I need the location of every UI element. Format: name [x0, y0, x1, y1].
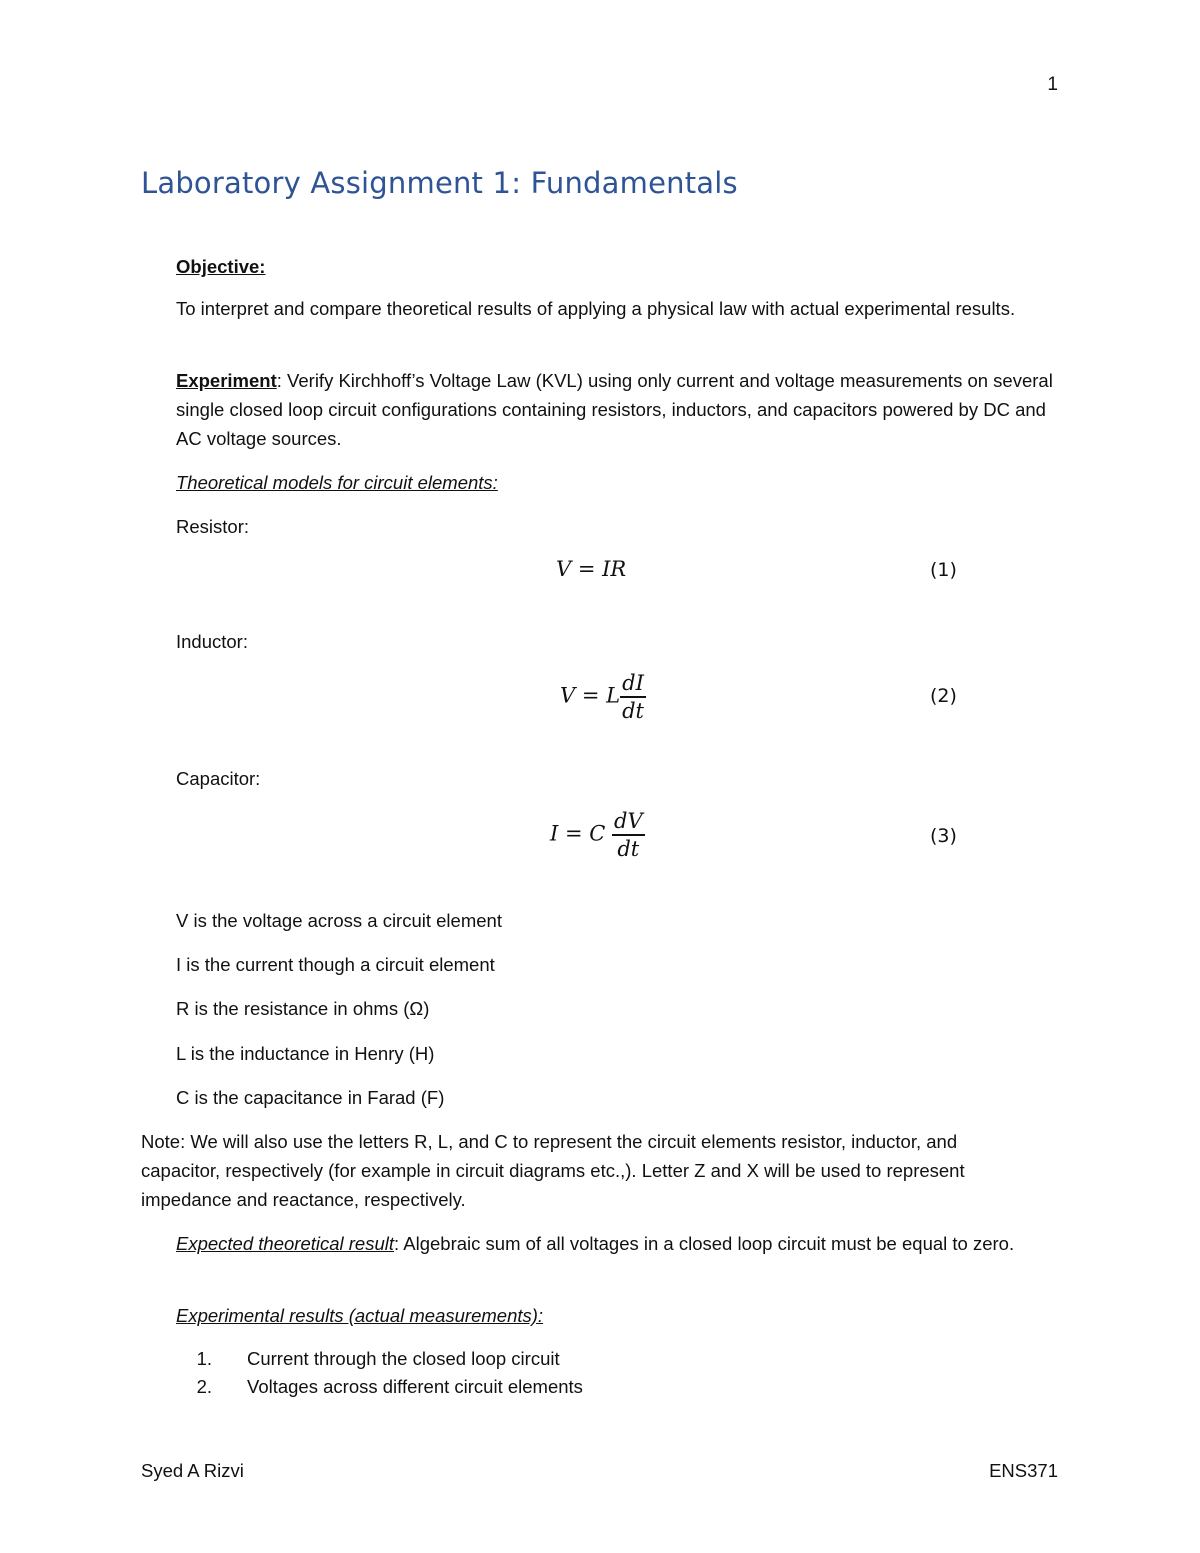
- definition-voltage: V is the voltage across a circuit element: [176, 910, 502, 931]
- models-heading: Theoretical models for circuit elements:: [176, 472, 498, 493]
- objective-heading: Objective:: [176, 256, 266, 277]
- list-item-text: Voltages across different circuit elements: [247, 1376, 583, 1397]
- expected-result-label: Expected theoretical result: [176, 1233, 395, 1254]
- footer-course: ENS371: [989, 1460, 1058, 1481]
- expected-result-text: : Algebraic sum of all voltages in a closed loop circuit must be equal to zero.: [394, 1233, 1015, 1254]
- list-item: [176, 1345, 583, 1373]
- experiment-paragraph: [176, 366, 1056, 453]
- page-number: 1: [1047, 74, 1058, 95]
- definition-resistance: R is the resistance in ohms (Ω): [176, 998, 430, 1019]
- experiment-label: Experiment: [176, 370, 277, 391]
- inductor-equation-lhs: V = L: [560, 683, 621, 708]
- capacitor-equation: [550, 808, 645, 862]
- measurements-list: [176, 1345, 583, 1401]
- definition-capacitance: C is the capacitance in Farad (F): [176, 1087, 445, 1108]
- note-paragraph: Note: We will also use the letters R, L, and C to represent the circuit elements resistor, inductor, and capacitor, respectively (for example in circuit diagrams etc.,). Letter Z and X will be used to represent impedance and reactance, respectively.: [141, 1131, 965, 1210]
- equation-number-3: (3): [930, 825, 957, 847]
- objective-text: To interpret and compare theoretical results of applying a physical law with actual experimental results.: [176, 298, 1016, 319]
- capacitor-denominator: dt: [617, 837, 640, 861]
- list-item-number: 1.: [196, 1348, 212, 1369]
- inductor-fraction: [620, 670, 646, 724]
- list-item-text: Current through the closed loop circuit: [247, 1348, 560, 1369]
- list-item-number: 2.: [196, 1376, 212, 1397]
- expected-result-paragraph: [176, 1229, 1036, 1258]
- inductor-equation: [560, 670, 646, 724]
- footer-author: Syed A Rizvi: [141, 1460, 244, 1481]
- capacitor-label: Capacitor:: [176, 768, 261, 789]
- inductor-label: Inductor:: [176, 631, 248, 652]
- list-item: [176, 1373, 583, 1401]
- resistor-label: Resistor:: [176, 516, 249, 537]
- experiment-text: : Verify Kirchhoff’s Voltage Law (KVL) using only current and voltage measurements on several single closed loop circuit configurations containing resistors, inductors, and capacitors powered by DC and AC voltage sources.: [176, 370, 1053, 449]
- document-title: Laboratory Assignment 1: Fundamentals: [141, 166, 738, 200]
- definition-current: I is the current though a circuit element: [176, 954, 495, 975]
- equation-number-1: (1): [930, 559, 957, 581]
- equation-number-2: (2): [930, 685, 957, 707]
- inductor-denominator: dt: [622, 699, 644, 723]
- capacitor-fraction: [612, 808, 645, 862]
- inductor-numerator: dI: [620, 670, 646, 698]
- resistor-equation: V = IR: [556, 557, 627, 581]
- capacitor-numerator: dV: [612, 808, 645, 836]
- experimental-heading: Experimental results (actual measurements):: [176, 1305, 544, 1326]
- capacitor-equation-lhs: I = C: [550, 821, 606, 846]
- definition-inductance: L is the inductance in Henry (H): [176, 1043, 435, 1064]
